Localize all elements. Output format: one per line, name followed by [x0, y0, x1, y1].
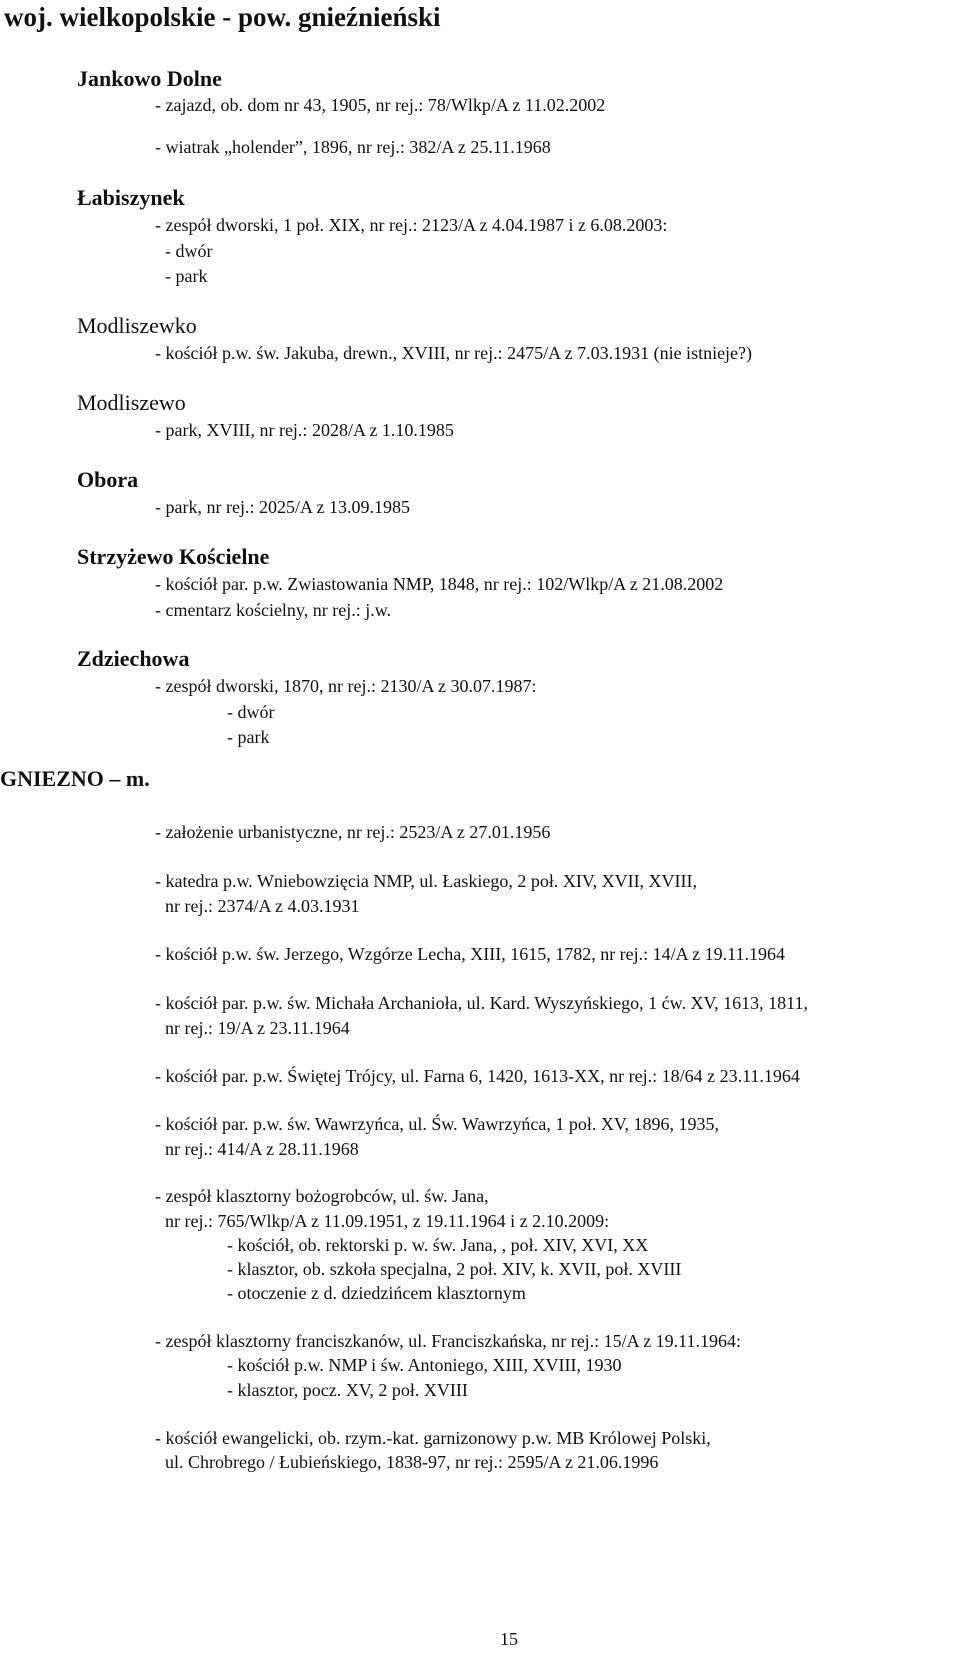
page-number: 15 [500, 1629, 518, 1649]
entry-line: - kościół p.w. św. Jerzego, Wzgórze Lecha, XIII, 1615, 1782, nr rej.: 14/A z 19.11.1964 [155, 944, 785, 964]
entry-line: - cmentarz kościelny, nr rej.: j.w. [155, 600, 392, 620]
entry-line: - zespół dworski, 1 poł. XIX, nr rej.: 2123/A z 4.04.1987 i z 6.08.2003: [155, 215, 668, 235]
entry-continuation: ul. Chrobrego / Łubieńskiego, 1838-97, nr rej.: 2595/A z 21.06.1996 [165, 1452, 659, 1472]
entry-line: - kościół par. p.w. św. Wawrzyńca, ul. Św. Wawrzyńca, 1 poł. XV, 1896, 1935, [155, 1114, 720, 1134]
entry-line: - kościół p.w. św. Jakuba, drewn., XVIII, nr rej.: 2475/A z 7.03.1931 (nie istnieje?) [155, 343, 753, 363]
page-title: woj. wielkopolskie - pow. gnieźnieński [4, 2, 441, 32]
entry-subline: - kościół p.w. NMP i św. Antoniego, XIII, XVIII, 1930 [227, 1355, 622, 1375]
entry-subline: - dwór [165, 241, 213, 261]
entry-continuation: nr rej.: 2374/A z 4.03.1931 [165, 896, 360, 916]
entry-continuation: nr rej.: 414/A z 28.11.1968 [165, 1139, 359, 1159]
entry-subline: - klasztor, pocz. XV, 2 poł. XVIII [227, 1380, 468, 1400]
entry-subline: - otoczenie z d. dziedzińcem klasztornym [227, 1283, 526, 1303]
entry-line: - park, nr rej.: 2025/A z 13.09.1985 [155, 497, 410, 517]
entry-line: - zespół klasztorny bożogrobców, ul. św. Jana, [155, 1186, 489, 1206]
place-heading-labiszynek: Łabiszynek [77, 185, 185, 210]
entry-continuation: nr rej.: 765/Wlkp/A z 11.09.1951, z 19.11.1964 i z 2.10.2009: [165, 1211, 610, 1231]
entry-line: - założenie urbanistyczne, nr rej.: 2523/A z 27.01.1956 [155, 822, 551, 842]
entry-line: - katedra p.w. Wniebowzięcia NMP, ul. Łaskiego, 2 poł. XIV, XVII, XVIII, [155, 871, 698, 891]
entry-continuation: nr rej.: 19/A z 23.11.1964 [165, 1018, 350, 1038]
entry-line: - zajazd, ob. dom nr 43, 1905, nr rej.: 78/Wlkp/A z 11.02.2002 [155, 95, 606, 115]
entry-line: - wiatrak „holender”, 1896, nr rej.: 382/A z 25.11.1968 [155, 137, 551, 157]
entry-line: - zespół klasztorny franciszkanów, ul. Franciszkańska, nr rej.: 15/A z 19.11.1964: [155, 1331, 742, 1351]
place-heading-strzyzewo-koscielne: Strzyżewo Kościelne [77, 544, 270, 569]
place-heading-modliszewo: Modliszewo [77, 390, 186, 415]
place-heading-jankowo-dolne: Jankowo Dolne [77, 66, 222, 91]
entry-line: - kościół ewangelicki, ob. rzym.-kat. garnizonowy p.w. MB Królowej Polski, [155, 1428, 711, 1448]
entry-line: - zespół dworski, 1870, nr rej.: 2130/A z 30.07.1987: [155, 676, 537, 696]
entry-subline: - dwór [227, 702, 275, 722]
place-heading-zdziechowa: Zdziechowa [77, 646, 190, 671]
entry-subline: - park [227, 727, 270, 747]
place-heading-modliszewko: Modliszewko [77, 313, 197, 338]
entry-subline: - park [165, 266, 208, 286]
entry-subline: - kościół, ob. rektorski p. w. św. Jana, , poł. XIV, XVI, XX [227, 1235, 649, 1255]
entry-line: - park, XVIII, nr rej.: 2028/A z 1.10.1985 [155, 420, 454, 440]
entry-line: - kościół par. p.w. Zwiastowania NMP, 1848, nr rej.: 102/Wlkp/A z 21.08.2002 [155, 574, 724, 594]
place-heading-gniezno: GNIEZNO – m. [0, 766, 150, 791]
place-heading-obora: Obora [77, 467, 139, 492]
entry-line: - kościół par. p.w. Świętej Trójcy, ul. Farna 6, 1420, 1613-XX, nr rej.: 18/64 z 23.11.1964 [155, 1066, 800, 1086]
entry-line: - kościół par. p.w. św. Michała Archanioła, ul. Kard. Wyszyńskiego, 1 ćw. XV, 1613, 1811, [155, 993, 808, 1013]
entry-subline: - klasztor, ob. szkoła specjalna, 2 poł. XIV, k. XVII, poł. XVIII [227, 1259, 682, 1279]
